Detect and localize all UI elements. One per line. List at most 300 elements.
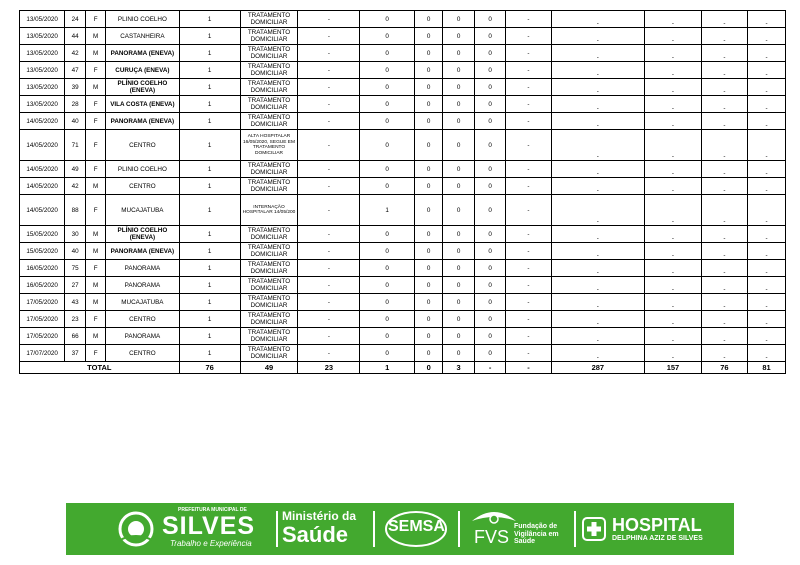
situation-cell: TRATAMENTO DOMICILIAR xyxy=(240,79,298,96)
value-cell: 0 xyxy=(360,226,415,243)
value-cell: - xyxy=(506,130,551,161)
value-cell: 0 xyxy=(443,294,475,311)
value-cell: - xyxy=(645,178,702,195)
table-body xyxy=(20,11,786,374)
value-cell: 0 xyxy=(443,311,475,328)
value-cell: 0 xyxy=(360,28,415,45)
value-cell: - xyxy=(551,130,645,161)
table-row xyxy=(20,96,786,113)
value-cell: 0 xyxy=(443,62,475,79)
value-cell: - xyxy=(748,161,786,178)
value-cell: - xyxy=(748,45,786,62)
value-cell: 0 xyxy=(443,28,475,45)
situation-cell: TRATAMENTO DOMICILIAR xyxy=(240,311,298,328)
value-cell: - xyxy=(298,311,360,328)
age-cell: 71 xyxy=(65,130,86,161)
value-cell: - xyxy=(506,294,551,311)
date-cell: 17/05/2020 xyxy=(20,294,65,311)
total-value-cell: 157 xyxy=(645,362,702,374)
value-cell: - xyxy=(748,178,786,195)
date-cell: 13/05/2020 xyxy=(20,28,65,45)
age-cell: 44 xyxy=(65,28,86,45)
count-cell: 1 xyxy=(179,243,240,260)
value-cell: - xyxy=(298,243,360,260)
value-cell: 0 xyxy=(474,79,506,96)
value-cell: - xyxy=(551,113,645,130)
table-row xyxy=(20,328,786,345)
count-cell: 1 xyxy=(179,45,240,62)
value-cell: 0 xyxy=(415,277,443,294)
value-cell: - xyxy=(551,62,645,79)
value-cell: 0 xyxy=(415,345,443,362)
locality-cell: PLINIO COELHO xyxy=(106,11,180,28)
value-cell: 0 xyxy=(474,28,506,45)
date-cell: 16/05/2020 xyxy=(20,277,65,294)
value-cell: 0 xyxy=(360,277,415,294)
value-cell: - xyxy=(506,113,551,130)
value-cell: - xyxy=(701,62,747,79)
value-cell: 0 xyxy=(474,11,506,28)
value-cell: - xyxy=(551,294,645,311)
value-cell: - xyxy=(298,294,360,311)
locality-cell: PANORAMA (ENEVA) xyxy=(106,243,180,260)
value-cell: - xyxy=(298,226,360,243)
value-cell: - xyxy=(298,161,360,178)
value-cell: - xyxy=(748,96,786,113)
situation-cell: ALTA HOSPITALAR 16/05/2020, SEGUE EM TRATAMENTO DOMICILIAR xyxy=(240,130,298,161)
value-cell: 0 xyxy=(360,294,415,311)
value-cell: 0 xyxy=(360,96,415,113)
value-cell: 0 xyxy=(474,113,506,130)
value-cell: 0 xyxy=(360,161,415,178)
situation-cell: TRATAMENTO DOMICILIAR xyxy=(240,62,298,79)
count-cell: 1 xyxy=(179,161,240,178)
date-cell: 16/05/2020 xyxy=(20,260,65,277)
sex-cell: M xyxy=(86,79,106,96)
value-cell: - xyxy=(748,294,786,311)
value-cell: - xyxy=(645,113,702,130)
situation-cell: TRATAMENTO DOMICILIAR xyxy=(240,328,298,345)
table-row xyxy=(20,345,786,362)
total-value-cell: 1 xyxy=(360,362,415,374)
count-cell: 1 xyxy=(179,260,240,277)
value-cell: - xyxy=(506,226,551,243)
value-cell: - xyxy=(701,260,747,277)
sex-cell: M xyxy=(86,328,106,345)
age-cell: 88 xyxy=(65,195,86,226)
value-cell: 0 xyxy=(443,195,475,226)
date-cell: 14/05/2020 xyxy=(20,113,65,130)
value-cell: 0 xyxy=(360,260,415,277)
table-row xyxy=(20,62,786,79)
value-cell: - xyxy=(506,178,551,195)
value-cell: - xyxy=(506,260,551,277)
value-cell: 0 xyxy=(360,113,415,130)
sex-cell: F xyxy=(86,345,106,362)
value-cell: 0 xyxy=(474,243,506,260)
count-cell: 1 xyxy=(179,28,240,45)
table-row xyxy=(20,260,786,277)
total-value-cell: 49 xyxy=(240,362,298,374)
value-cell: 0 xyxy=(415,243,443,260)
value-cell: - xyxy=(298,45,360,62)
locality-cell: MUCAJATUBA xyxy=(106,294,180,311)
situation-cell: TRATAMENTO DOMICILIAR xyxy=(240,345,298,362)
age-cell: 27 xyxy=(65,277,86,294)
value-cell: 0 xyxy=(415,62,443,79)
value-cell: - xyxy=(748,243,786,260)
locality-cell: CURUÇA (ENEVA) xyxy=(106,62,180,79)
total-value-cell: 3 xyxy=(443,362,475,374)
value-cell: 0 xyxy=(360,178,415,195)
value-cell: - xyxy=(645,195,702,226)
locality-cell: PANORAMA (ENEVA) xyxy=(106,113,180,130)
value-cell: - xyxy=(298,328,360,345)
separator xyxy=(373,511,375,547)
value-cell: - xyxy=(298,178,360,195)
value-cell: - xyxy=(506,345,551,362)
locality-cell: PANORAMA xyxy=(106,260,180,277)
value-cell: - xyxy=(298,62,360,79)
locality-cell: PLINIO COELHO xyxy=(106,161,180,178)
total-row xyxy=(20,362,786,374)
value-cell: - xyxy=(748,311,786,328)
value-cell: - xyxy=(701,11,747,28)
date-cell: 17/07/2020 xyxy=(20,345,65,362)
value-cell: - xyxy=(506,277,551,294)
value-cell: - xyxy=(551,345,645,362)
value-cell: - xyxy=(551,11,645,28)
value-cell: - xyxy=(748,345,786,362)
value-cell: - xyxy=(645,345,702,362)
table-row xyxy=(20,311,786,328)
value-cell: - xyxy=(506,243,551,260)
value-cell: 0 xyxy=(360,45,415,62)
value-cell: 0 xyxy=(415,178,443,195)
sex-cell: M xyxy=(86,277,106,294)
total-value-cell: - xyxy=(506,362,551,374)
count-cell: 1 xyxy=(179,178,240,195)
age-cell: 24 xyxy=(65,11,86,28)
value-cell: - xyxy=(748,62,786,79)
value-cell: 0 xyxy=(474,195,506,226)
locality-cell: CENTRO xyxy=(106,178,180,195)
value-cell: - xyxy=(551,161,645,178)
age-cell: 47 xyxy=(65,62,86,79)
sex-cell: M xyxy=(86,45,106,62)
value-cell: - xyxy=(701,311,747,328)
situation-cell: TRATAMENTO DOMICILIAR xyxy=(240,113,298,130)
sex-cell: M xyxy=(86,28,106,45)
value-cell: 0 xyxy=(415,161,443,178)
value-cell: - xyxy=(701,130,747,161)
value-cell: 0 xyxy=(474,294,506,311)
value-cell: 0 xyxy=(443,243,475,260)
value-cell: - xyxy=(551,45,645,62)
date-cell: 14/05/2020 xyxy=(20,195,65,226)
value-cell: 0 xyxy=(443,178,475,195)
situation-cell: TRATAMENTO DOMICILIAR xyxy=(240,260,298,277)
hospital-name: HOSPITAL xyxy=(612,515,702,535)
age-cell: 43 xyxy=(65,294,86,311)
value-cell: 0 xyxy=(415,311,443,328)
age-cell: 30 xyxy=(65,226,86,243)
value-cell: - xyxy=(645,45,702,62)
age-cell: 66 xyxy=(65,328,86,345)
value-cell: 0 xyxy=(474,260,506,277)
value-cell: 0 xyxy=(474,277,506,294)
value-cell: 0 xyxy=(415,11,443,28)
total-value-cell: - xyxy=(474,362,506,374)
value-cell: 0 xyxy=(415,328,443,345)
value-cell: 0 xyxy=(443,226,475,243)
sex-cell: F xyxy=(86,62,106,79)
fvs-text: Fundação de Vigilância em Saúde xyxy=(514,523,559,545)
age-cell: 42 xyxy=(65,178,86,195)
value-cell: - xyxy=(701,328,747,345)
separator xyxy=(458,511,460,547)
value-cell: - xyxy=(701,178,747,195)
value-cell: 0 xyxy=(474,311,506,328)
date-cell: 13/05/2020 xyxy=(20,11,65,28)
value-cell: 0 xyxy=(443,11,475,28)
table-row xyxy=(20,161,786,178)
value-cell: - xyxy=(748,113,786,130)
value-cell: 0 xyxy=(415,96,443,113)
separator xyxy=(574,511,576,547)
value-cell: - xyxy=(645,294,702,311)
value-cell: 0 xyxy=(474,178,506,195)
situation-cell: TRATAMENTO DOMICILIAR xyxy=(240,226,298,243)
situation-cell: TRATAMENTO DOMICILIAR xyxy=(240,45,298,62)
sex-cell: F xyxy=(86,96,106,113)
value-cell: 0 xyxy=(360,130,415,161)
value-cell: 0 xyxy=(474,62,506,79)
age-cell: 42 xyxy=(65,45,86,62)
situation-cell: TRATAMENTO DOMICILIAR xyxy=(240,11,298,28)
value-cell: - xyxy=(645,277,702,294)
value-cell: - xyxy=(748,195,786,226)
sex-cell: F xyxy=(86,195,106,226)
value-cell: - xyxy=(701,161,747,178)
separator xyxy=(276,511,278,547)
value-cell: 0 xyxy=(415,226,443,243)
value-cell: - xyxy=(645,226,702,243)
count-cell: 1 xyxy=(179,130,240,161)
situation-cell: TRATAMENTO DOMICILIAR xyxy=(240,178,298,195)
value-cell: - xyxy=(506,328,551,345)
age-cell: 40 xyxy=(65,113,86,130)
value-cell: 0 xyxy=(474,345,506,362)
value-cell: 1 xyxy=(360,195,415,226)
total-value-cell: 23 xyxy=(298,362,360,374)
fvs-eye-icon xyxy=(470,509,518,529)
value-cell: - xyxy=(748,79,786,96)
partner-logos-banner xyxy=(66,503,734,555)
value-cell: - xyxy=(551,260,645,277)
table-row xyxy=(20,226,786,243)
value-cell: - xyxy=(506,11,551,28)
situation-cell: TRATAMENTO DOMICILIAR xyxy=(240,277,298,294)
value-cell: - xyxy=(748,130,786,161)
table-row xyxy=(20,277,786,294)
sex-cell: F xyxy=(86,130,106,161)
value-cell: - xyxy=(506,79,551,96)
value-cell: 0 xyxy=(474,226,506,243)
total-value-cell: 287 xyxy=(551,362,645,374)
value-cell: - xyxy=(701,195,747,226)
locality-cell: CENTRO xyxy=(106,130,180,161)
value-cell: - xyxy=(645,311,702,328)
count-cell: 1 xyxy=(179,311,240,328)
value-cell: 0 xyxy=(443,277,475,294)
value-cell: 0 xyxy=(415,113,443,130)
value-cell: 0 xyxy=(415,45,443,62)
value-cell: - xyxy=(551,178,645,195)
value-cell: - xyxy=(551,28,645,45)
value-cell: - xyxy=(551,277,645,294)
total-value-cell: 76 xyxy=(701,362,747,374)
sex-cell: F xyxy=(86,260,106,277)
value-cell: 0 xyxy=(443,45,475,62)
value-cell: - xyxy=(701,28,747,45)
table-row xyxy=(20,178,786,195)
count-cell: 1 xyxy=(179,195,240,226)
count-cell: 1 xyxy=(179,79,240,96)
value-cell: - xyxy=(506,96,551,113)
value-cell: - xyxy=(645,260,702,277)
value-cell: - xyxy=(645,62,702,79)
value-cell: - xyxy=(551,328,645,345)
value-cell: 0 xyxy=(474,96,506,113)
value-cell: 0 xyxy=(360,345,415,362)
value-cell: - xyxy=(748,226,786,243)
total-value-cell: 76 xyxy=(179,362,240,374)
sex-cell: F xyxy=(86,11,106,28)
value-cell: - xyxy=(298,79,360,96)
value-cell: - xyxy=(645,161,702,178)
situation-cell: INTERNAÇÃO HOSPITALAR 14/05/200 xyxy=(240,195,298,226)
value-cell: - xyxy=(701,226,747,243)
total-value-cell: 81 xyxy=(748,362,786,374)
value-cell: - xyxy=(645,243,702,260)
locality-cell: PLÍNIO COELHO (ENEVA) xyxy=(106,226,180,243)
value-cell: - xyxy=(748,277,786,294)
value-cell: - xyxy=(645,11,702,28)
value-cell: - xyxy=(701,45,747,62)
locality-cell: CASTANHEIRA xyxy=(106,28,180,45)
value-cell: - xyxy=(298,96,360,113)
sex-cell: F xyxy=(86,311,106,328)
count-cell: 1 xyxy=(179,226,240,243)
situation-cell: TRATAMENTO DOMICILIAR xyxy=(240,243,298,260)
value-cell: - xyxy=(551,195,645,226)
count-cell: 1 xyxy=(179,11,240,28)
value-cell: 0 xyxy=(415,79,443,96)
value-cell: - xyxy=(748,11,786,28)
value-cell: - xyxy=(701,277,747,294)
value-cell: - xyxy=(701,345,747,362)
value-cell: 0 xyxy=(415,195,443,226)
value-cell: 0 xyxy=(474,130,506,161)
value-cell: - xyxy=(551,226,645,243)
situation-cell: TRATAMENTO DOMICILIAR xyxy=(240,161,298,178)
value-cell: 0 xyxy=(474,328,506,345)
count-cell: 1 xyxy=(179,345,240,362)
sex-cell: M xyxy=(86,226,106,243)
hospital-subname: DELPHINA AZIZ DE SILVES xyxy=(612,535,703,542)
table-row xyxy=(20,243,786,260)
value-cell: - xyxy=(701,113,747,130)
age-cell: 23 xyxy=(65,311,86,328)
value-cell: - xyxy=(298,11,360,28)
value-cell: 0 xyxy=(360,62,415,79)
table-row xyxy=(20,11,786,28)
fvs-name: FVS xyxy=(474,527,510,547)
value-cell: 0 xyxy=(443,130,475,161)
situation-cell: TRATAMENTO DOMICILIAR xyxy=(240,28,298,45)
value-cell: 0 xyxy=(360,311,415,328)
value-cell: 0 xyxy=(360,79,415,96)
value-cell: - xyxy=(298,195,360,226)
value-cell: 0 xyxy=(415,28,443,45)
sex-cell: F xyxy=(86,161,106,178)
situation-cell: TRATAMENTO DOMICILIAR xyxy=(240,96,298,113)
value-cell: - xyxy=(645,130,702,161)
value-cell: - xyxy=(506,45,551,62)
value-cell: - xyxy=(298,28,360,45)
value-cell: - xyxy=(551,243,645,260)
value-cell: - xyxy=(298,260,360,277)
age-cell: 49 xyxy=(65,161,86,178)
silves-prefeitura-label: PREFEITURA MUNICIPAL DE xyxy=(178,507,247,513)
locality-cell: PANORAMA xyxy=(106,277,180,294)
date-cell: 13/05/2020 xyxy=(20,79,65,96)
value-cell: - xyxy=(551,96,645,113)
age-cell: 28 xyxy=(65,96,86,113)
value-cell: - xyxy=(645,328,702,345)
value-cell: 0 xyxy=(443,79,475,96)
count-cell: 1 xyxy=(179,294,240,311)
date-cell: 14/05/2020 xyxy=(20,130,65,161)
value-cell: 0 xyxy=(443,96,475,113)
ministerio-line2: Saúde xyxy=(282,522,349,547)
value-cell: - xyxy=(645,28,702,45)
value-cell: - xyxy=(748,260,786,277)
hospital-cross-icon xyxy=(582,517,606,541)
value-cell: - xyxy=(298,277,360,294)
value-cell: - xyxy=(748,28,786,45)
ministerio-line1: Ministério da xyxy=(282,509,357,523)
sex-cell: M xyxy=(86,294,106,311)
count-cell: 1 xyxy=(179,277,240,294)
date-cell: 15/05/2020 xyxy=(20,226,65,243)
value-cell: - xyxy=(298,345,360,362)
value-cell: - xyxy=(645,79,702,96)
value-cell: 0 xyxy=(443,345,475,362)
value-cell: - xyxy=(506,195,551,226)
locality-cell: PLÍNIO COELHO (ENEVA) xyxy=(106,79,180,96)
value-cell: - xyxy=(551,311,645,328)
total-label: TOTAL xyxy=(20,362,180,374)
total-value-cell: 0 xyxy=(415,362,443,374)
value-cell: - xyxy=(506,28,551,45)
date-cell: 17/05/2020 xyxy=(20,328,65,345)
value-cell: 0 xyxy=(443,113,475,130)
table-row xyxy=(20,130,786,161)
date-cell: 13/05/2020 xyxy=(20,96,65,113)
value-cell: 0 xyxy=(360,328,415,345)
